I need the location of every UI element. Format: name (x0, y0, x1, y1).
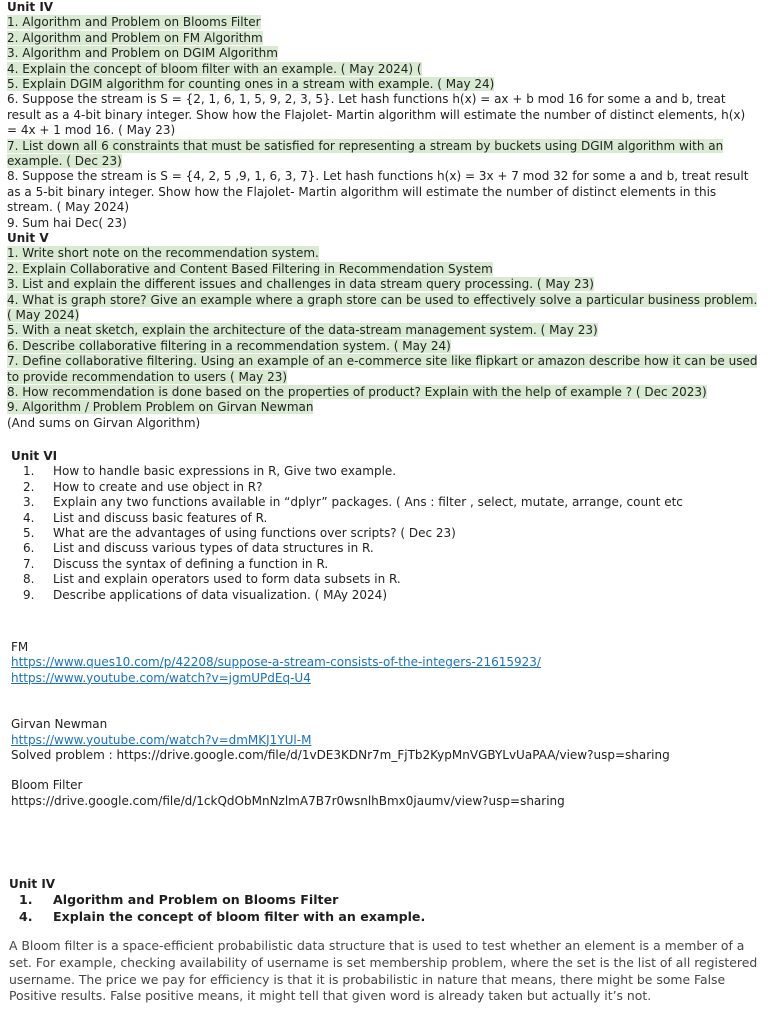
unit4-question-7 (7, 139, 759, 170)
unit4-question-text: 4. Explain the concept of bloom filter with an example. ( May 2024) ( (7, 61, 422, 76)
fm-link-youtube[interactable]: https://www.youtube.com/watch?v=jgmUPdEq-U4 (11, 670, 311, 685)
unit6-item-8 (11, 572, 759, 587)
unit5-question-text: 1. Write short note on the recommendation system. (7, 246, 319, 261)
unit4-question-5 (7, 77, 759, 92)
unit5-question-4 (7, 293, 759, 324)
unit4-question-3 (7, 46, 759, 61)
girvan-newman-label: Girvan Newman (11, 717, 108, 732)
unit5-question-text: 3. List and explain the different issues and challenges in data stream query processing. ( May 23) (7, 277, 594, 292)
unit5-question-text: (And sums on Girvan Algorithm) (7, 415, 201, 430)
unit4-question-text: 6. Suppose the stream is S = {2, 1, 6, 1, 5, 9, 2, 3, 5}. Let hash functions h(x) = ax + b mod 16 for some a and b, treat result as a 4-bit binary integer. Show how the Flajolet- Martin algorithm will estimate the number of distinct elements, h(x) = 4x + 1 mod 16. ( May 23) (7, 92, 746, 138)
unit6-item-number: 8. (23, 572, 35, 587)
answer-item-1 (9, 892, 759, 909)
answer-item-number: 1. (19, 892, 33, 908)
unit4-question-text: 2. Algorithm and Problem on FM Algorithm (7, 30, 263, 45)
unit5-question-10 (7, 416, 759, 431)
unit5-question-1 (7, 246, 759, 261)
unit6-item-text: List and discuss basic features of R. (53, 510, 268, 525)
unit5-question-text: 7. Define collaborative filtering. Using an example of an e-commerce site like flipkart or amazon describe how it can be used to provide recommendation to users ( May 23) (7, 354, 758, 384)
unit6-item-number: 3. (23, 495, 35, 510)
unit6-item-7 (11, 557, 759, 572)
answer-section-title: Unit IV (9, 877, 56, 891)
references-section (11, 640, 759, 809)
unit4-question-text: 5. Explain DGIM algorithm for counting ones in a stream with example. ( May 24) (7, 77, 495, 92)
unit5-section (7, 231, 759, 431)
unit5-question-text: 9. Algorithm / Problem Problem on Girvan Newman (7, 400, 314, 415)
bloom-filter-paragraph: A Bloom filter is a space-efficient probabilistic data structure that is used to test whether an element is a member of a set. For example, checking availability of username is set membership problem, where the set is the list of all registered username. The price we pay for efficiency is that it is probabilistic in nature that means, there might be some False Positive results. False positive means, it might tell that given word is already taken but actually it’s not. (9, 938, 758, 1004)
unit6-item-number: 5. (23, 526, 35, 541)
unit5-question-text: 2. Explain Collaborative and Content Based Filtering in Recommendation System (7, 261, 493, 276)
answer-item-2 (9, 909, 759, 926)
unit4-question-text: 8. Suppose the stream is S = {4, 2, 5 ,9, 1, 6, 3, 7}. Let hash functions h(x) = 3x + 7 mod 32 for some a and b, treat result as a 5-bit binary integer. Show how the Flajolet- Martin algorithm will estimate the number of distinct elements in this stream. ( May 2024) (7, 169, 749, 215)
unit6-item-text: How to handle basic expressions in R, Give two example. (53, 464, 397, 479)
unit5-question-6 (7, 339, 759, 354)
fm-label: FM (11, 640, 29, 654)
fm-link-ques10[interactable]: https://www.ques10.com/p/42208/suppose-a-stream-consists-of-the-integers-21615923/ (11, 655, 541, 670)
unit5-question-2 (7, 262, 759, 277)
unit6-item-text: What are the advantages of using functions over scripts? ( Dec 23) (53, 526, 456, 541)
girvan-newman-solved: Solved problem : https://drive.google.com/file/d/1vDE3KDNr7m_FjTb2KypMnVGBYLvUaPAA/view?usp=sharing (11, 748, 670, 763)
unit6-item-number: 9. (23, 587, 35, 602)
unit6-section (11, 449, 759, 603)
unit4-question-text: 9. Sum hai Dec( 23) (7, 215, 127, 230)
unit4-title: Unit IV (7, 0, 54, 14)
answer-item-text: Algorithm and Problem on Blooms Filter (53, 892, 339, 908)
unit5-question-text: 6. Describe collaborative filtering in a recommendation system. ( May 24) (7, 338, 451, 353)
unit4-question-4 (7, 62, 759, 77)
unit6-item-number: 7. (23, 556, 35, 571)
unit6-item-2 (11, 480, 759, 495)
answer-question-list (9, 892, 759, 925)
unit6-item-number: 2. (23, 479, 35, 494)
unit6-item-text: List and explain operators used to form data subsets in R. (53, 572, 401, 587)
unit5-question-8 (7, 385, 759, 400)
unit6-item-text: Explain any two functions available in “dplyr” packages. ( Ans : filter , select, mutate, arrange, count etc (53, 495, 683, 510)
unit4-section (7, 0, 759, 231)
bloom-filter-label: Bloom Filter (11, 778, 83, 793)
girvan-newman-link-youtube[interactable]: https://www.youtube.com/watch?v=dmMKJ1YUl-M (11, 732, 312, 747)
unit4-question-text: 3. Algorithm and Problem on DGIM Algorithm (7, 46, 278, 61)
unit6-item-5 (11, 526, 759, 541)
unit6-item-text: List and discuss various types of data structures in R. (53, 541, 374, 556)
unit5-question-7 (7, 354, 759, 385)
unit6-item-6 (11, 541, 759, 556)
unit6-list (11, 464, 759, 603)
unit5-question-text: 4. What is graph store? Give an example where a graph store can be used to effectively solve a particular business problem. ( May 2024) (7, 292, 758, 323)
unit4-question-8 (7, 169, 759, 215)
bloom-filter-link: https://drive.google.com/file/d/1ckQdObMnNzlmA7B7r0wsnlhBmx0jaumv/view?usp=sharing (11, 793, 565, 808)
unit5-list (7, 246, 759, 431)
unit4-question-9 (7, 216, 759, 231)
answer-section (9, 877, 759, 1005)
unit6-item-number: 1. (23, 464, 35, 479)
unit6-item-text: Describe applications of data visualization. ( MAy 2024) (53, 587, 388, 602)
unit4-list (7, 15, 759, 231)
unit5-question-9 (7, 400, 759, 415)
unit6-item-number: 6. (23, 541, 35, 556)
unit6-item-text: How to create and use object in R? (53, 479, 263, 494)
unit6-item-9 (11, 588, 759, 603)
unit4-question-1 (7, 15, 759, 30)
unit5-question-text: 5. With a neat sketch, explain the architecture of the data-stream management system. ( May 23) (7, 323, 598, 338)
unit5-question-3 (7, 277, 759, 292)
unit4-question-text: 7. List down all 6 constraints that must be satisfied for representing a stream by buckets using DGIM algorithm with an example. ( Dec 23) (7, 138, 724, 169)
answer-item-number: 4. (19, 908, 33, 924)
unit4-question-text: 1. Algorithm and Problem on Blooms Filter (7, 15, 261, 30)
unit6-item-3 (11, 495, 759, 510)
unit4-question-6 (7, 92, 759, 138)
unit6-title: Unit VI (11, 449, 58, 463)
unit5-title: Unit V (7, 231, 49, 245)
unit4-question-2 (7, 31, 759, 46)
unit5-question-text: 8. How recommendation is done based on the properties of product? Explain with the help of example ? ( Dec 2023) (7, 385, 707, 400)
answer-item-text: Explain the concept of bloom filter with an example. (53, 908, 426, 924)
unit6-item-text: Discuss the syntax of defining a function in R. (53, 556, 329, 571)
unit6-item-number: 4. (23, 510, 35, 525)
unit6-item-4 (11, 511, 759, 526)
unit6-item-1 (11, 464, 759, 479)
unit5-question-5 (7, 323, 759, 338)
